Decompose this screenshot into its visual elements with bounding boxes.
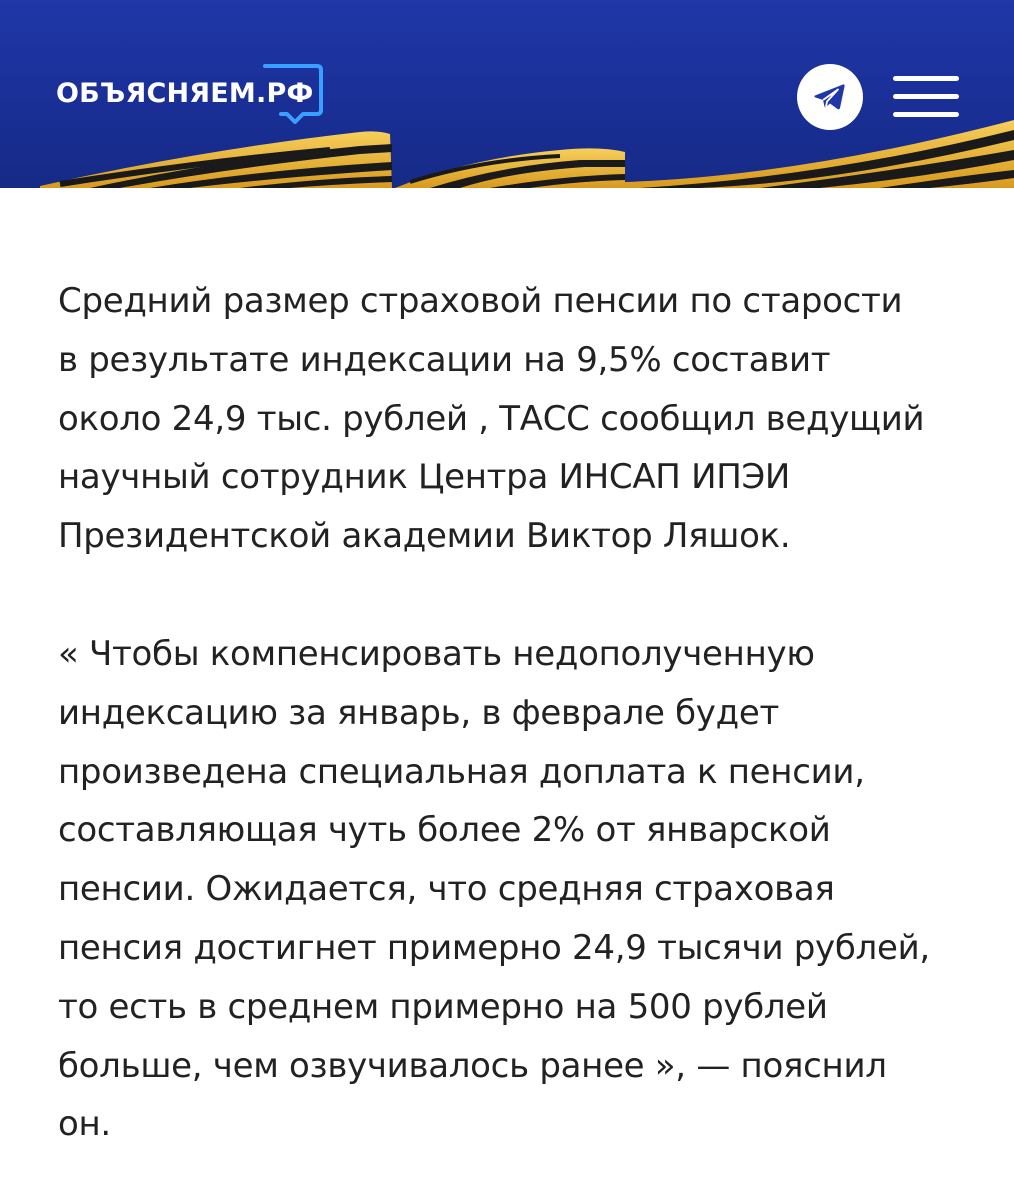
paragraph-line: научный сотрудник Центра ИНСАП ИПЭИ [58, 457, 791, 498]
hamburger-menu-icon [893, 94, 959, 99]
hamburger-menu-icon [893, 112, 959, 117]
paragraph-line: он. [58, 1104, 111, 1145]
paragraph-line: составляющая чуть более 2% от январской [58, 810, 831, 851]
hamburger-menu-icon [893, 76, 959, 81]
paragraph-line: то есть в среднем примерно на 500 рублей [58, 986, 828, 1027]
paragraph-line: Президентской академии Виктор Ляшок. [58, 516, 791, 557]
hamburger-menu-button[interactable] [893, 74, 959, 120]
article-quote-paragraph [58, 625, 978, 1154]
paragraph-line: Средний размер страховой пенсии по старости [58, 281, 903, 321]
site-header [0, 0, 1014, 188]
paragraph-line: больше, чем озвучивалось ранее », — пояснил [58, 1045, 887, 1086]
speech-bubble-icon [259, 62, 323, 126]
paragraph-line: пенсия достигнет примерно 24,9 тысячи рублей, [58, 927, 930, 968]
telegram-icon [812, 79, 848, 115]
telegram-button[interactable] [797, 64, 863, 130]
site-logo[interactable] [56, 74, 313, 114]
paragraph-line: около 24,9 тыс. рублей , ТАСС сообщил ведущий [58, 398, 925, 439]
article-body [58, 272, 978, 1154]
paragraph-line: в результате индексации на 9,5% составит [58, 339, 831, 380]
paragraph-line: пенсии. Ожидается, что средняя страховая [58, 869, 835, 910]
paragraph-line: « Чтобы компенсировать недополученную [58, 633, 815, 674]
paragraph-line: произведена специальная доплата к пенсии, [58, 751, 865, 792]
paragraph-line: индексацию за январь, в феврале будет [58, 692, 779, 733]
article-paragraph [58, 272, 978, 566]
logo-text: ОБЪЯСНЯЕМ.РФ [56, 78, 314, 109]
